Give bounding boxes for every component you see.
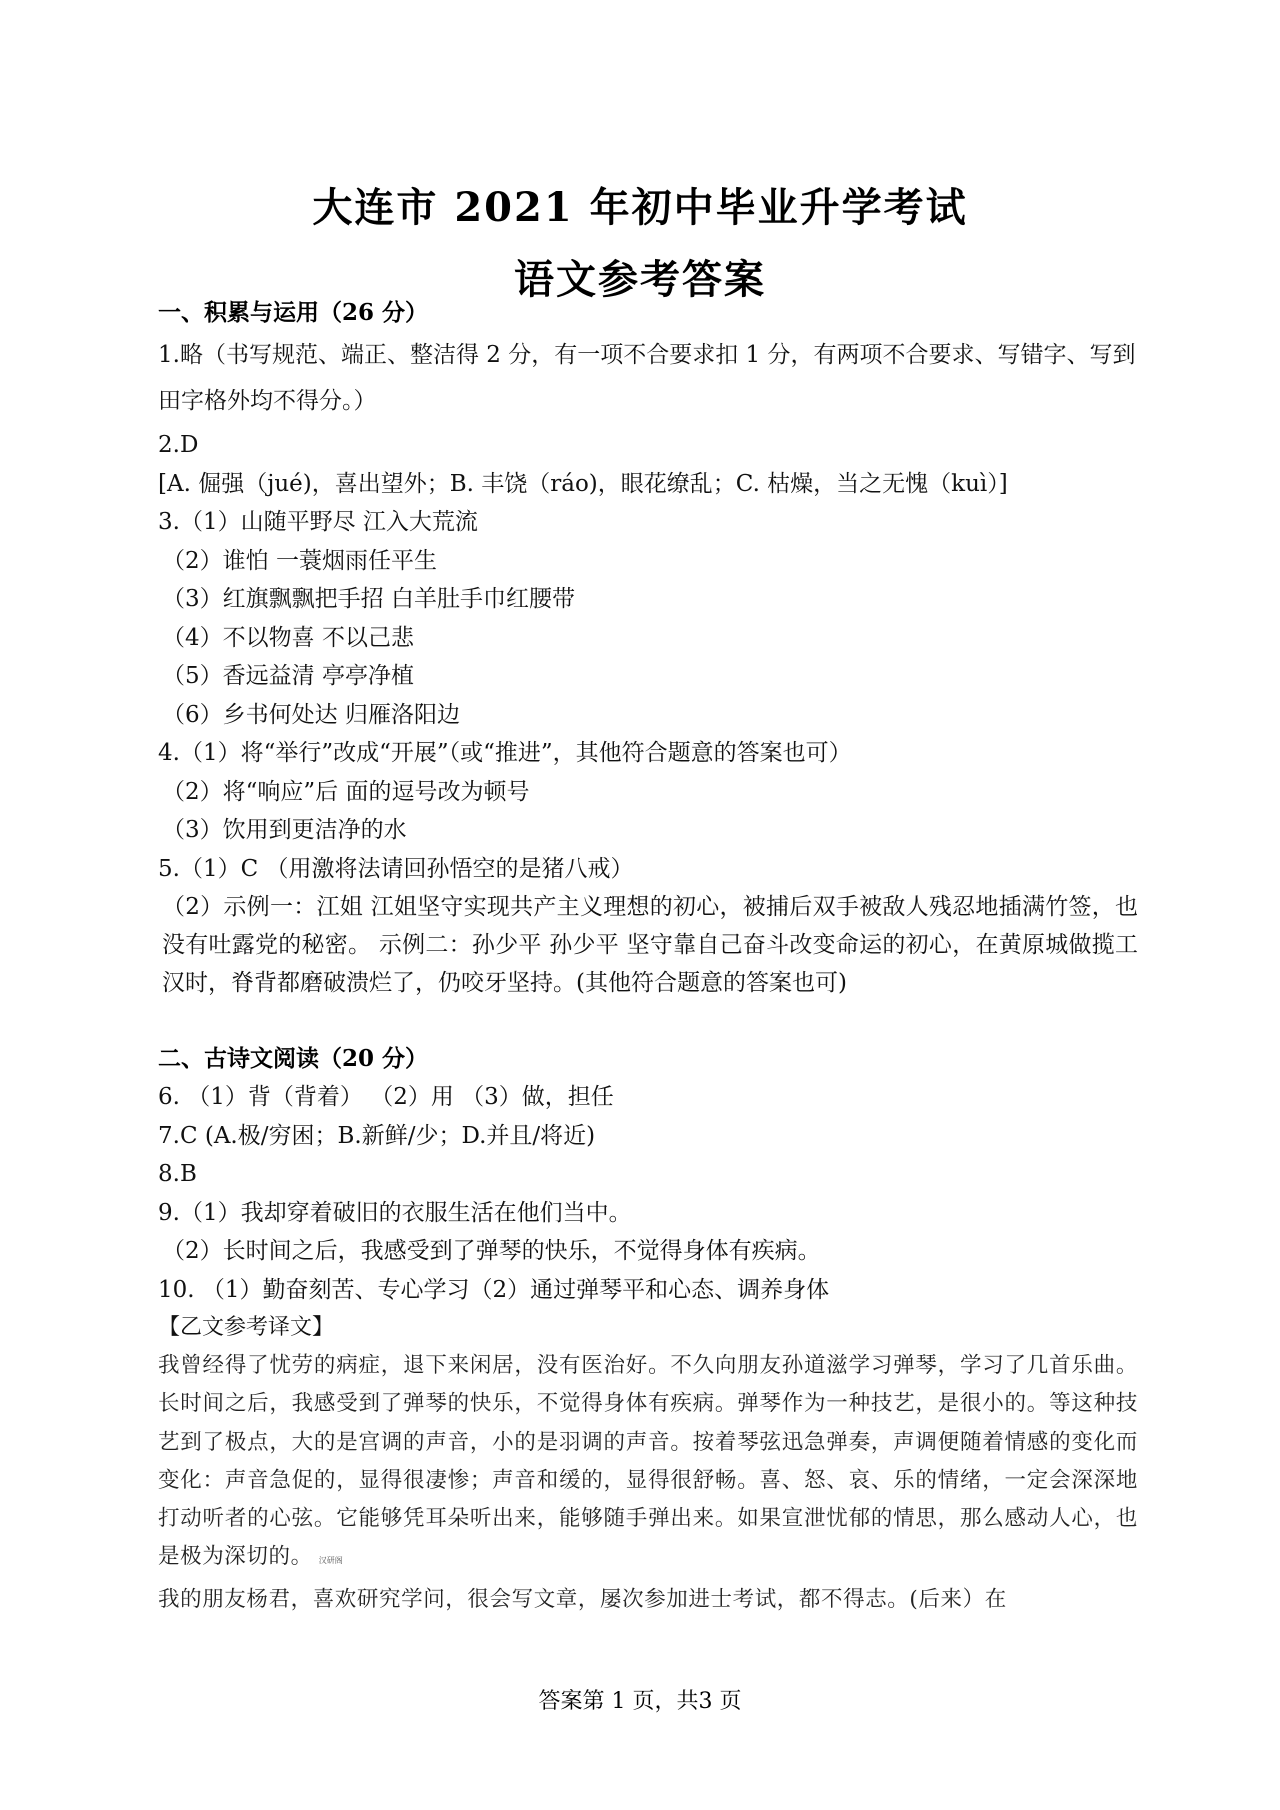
page-footer: 答案第 1 页，共3 页 [538,1689,742,1714]
answer-line: 5.（1）C （用激将法请回孙悟空的是猪八戒） [158,855,634,882]
translation-heading: 【乙文参考译文】 [158,1315,335,1340]
answer-line: 6. （1）背（背着） （2）用 （3）做，担任 [158,1084,614,1110]
answer-line: （2）谁怕 一蓑烟雨任平生 [162,547,437,574]
answer-line: （5）香远益清 亭亭净植 [162,663,414,689]
answer-line: 9.（1）我却穿着破旧的衣服生活在他们当中。 [158,1199,632,1226]
page-title: 大连市 2021 年初中毕业升学考试 [312,184,968,231]
translation-tail: 我的朋友杨君，喜欢研究学问，很会写文章，屡次参加进士考试，都不得志。(后来）在 [158,1586,1007,1612]
section-heading-1: 一、积累与运用（26 分） [158,299,429,326]
answer-line: （3）饮用到更洁净的水 [162,817,407,843]
answer-line: 10. （1）勤奋刻苦、专心学习（2）通过弹琴平和心态、调养身体 [158,1276,830,1303]
answer-line: 7.C (A.极/穷困；B.新鲜/少；D.并且/将近) [158,1122,596,1149]
section-spacer [158,1002,1138,1040]
translation-text: 我曾经得了忧劳的病症，退下来闲居，没有医治好。不久向朋友孙道滋学习弹琴，学习了几首乐曲。长时间之后，我感受到了弹琴的快乐，不觉得身体有疾病。弹琴作为一种技艺，是很小的。等这种技艺到了极点，大的是宫调的声音，小的是羽调的声音。按着琴弦迅急弹奏，声调便随着情感的变化而变化：声音急促的，显得很凄惨；声音和缓的，显得很舒畅。喜、怒、哀、乐的情绪，一定会深深地打动听者的心弦。它能够凭耳朵听出来，能够随手弹出来。如果宣泄忧郁的情思，那么感动人心，也是极为深切的。 [158,1353,1138,1570]
answer-line: 2.D [158,432,199,458]
page-subtitle: 语文参考答案 [514,256,766,303]
answer-line: 1.略（书写规范、端正、整洁得 2 分，有一项不合要求扣 1 分，有两项不合要求、写错字、写到田字格外均不得分。） [158,342,1136,414]
section-heading-2: 二、古诗文阅读（20 分） [158,1045,429,1072]
answer-line: （3）红旗飘飘把手招 白羊肚手巾红腰带 [162,586,575,612]
answer-line: （6）乡书何处达 归雁洛阳边 [162,701,460,728]
answer-line: （2）将“响应”后 面的逗号改为顿号 [162,778,530,805]
answer-line: 3.（1）山随平野尽 江入大荒流 [158,509,478,535]
answer-line: 8.B [158,1161,197,1187]
answer-body [158,294,1138,1619]
translation-paragraph [158,1347,1138,1581]
answer-line: [A. 倔强（jué)，喜出望外；B. 丰饶（ráo)，眼花缭乱；C. 枯燥，当之无愧（kuì）] [158,470,1008,497]
answer-line: （4）不以物喜 不以己悲 [162,624,414,651]
answer-line: （2）长时间之后，我感受到了弹琴的快乐，不觉得身体有疾病。 [162,1238,821,1264]
answer-line: 4.（1）将“举行”改成“开展”（或“推进”，其他符合题意的答案也可） [158,740,852,766]
answer-line: （2）示例一：江姐 江姐坚守实现共产主义理想的初心，被捕后双手被敌人残忍地插满竹签，也没有吐露党的秘密。 示例二：孙少平 孙少平 坚守靠自己奋斗改变命运的初心，在黄原城做揽工汉时，脊背都磨破溃烂了，仍咬牙坚持。(其他符合题意的答案也可) [162,894,1138,996]
watermark-text: 汉研阁 [318,1556,343,1566]
